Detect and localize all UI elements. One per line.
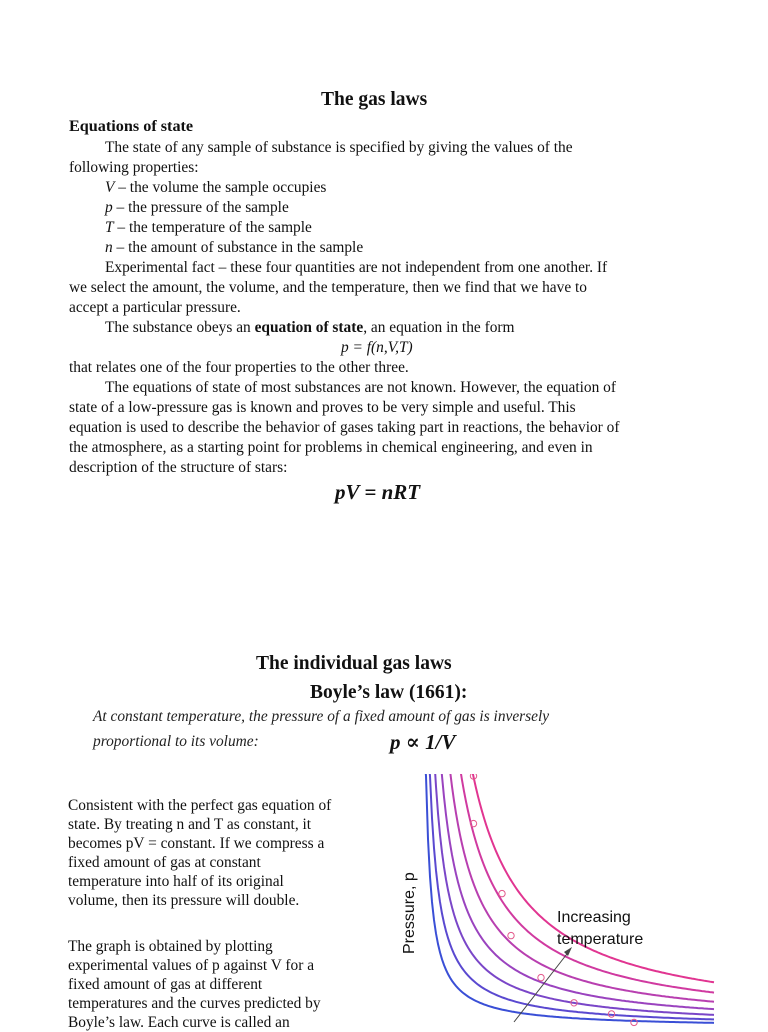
- intro-line-2: following properties:: [69, 159, 199, 176]
- symbol-v: V: [105, 179, 115, 196]
- property-text: – the temperature of the sample: [113, 219, 312, 236]
- known-line-2: state of a low-pressure gas is known and proves to be very simple and useful. This: [69, 399, 576, 416]
- obeys-post: , an equation in the form: [363, 319, 515, 336]
- equation-form: p = f(n,V,T): [341, 339, 413, 356]
- property-pressure: [105, 198, 289, 218]
- section-heading-equations-of-state: Equations of state: [69, 117, 194, 135]
- isotherm-curves: [424, 774, 714, 1023]
- boyle-statement-line-1: At constant temperature, the pressure of a fixed amount of gas is inversely: [93, 708, 550, 725]
- graph-para-line-3: fixed amount of gas at different: [68, 976, 263, 993]
- data-point: [538, 974, 544, 980]
- ideal-gas-equation: pV = nRT: [335, 480, 421, 504]
- boyle-para-line-1: Consistent with the perfect gas equation of: [68, 797, 332, 814]
- relates-line: that relates one of the four properties to the other three.: [69, 359, 409, 376]
- known-line-1: The equations of state of most substances are not known. However, the equation of: [105, 379, 616, 396]
- arrow-head: [564, 947, 572, 956]
- boyles-law-heading: Boyle’s law (1661):: [310, 682, 468, 703]
- property-temperature: [105, 218, 312, 238]
- graph-para-line-2: experimental values of p against V for a: [68, 957, 315, 974]
- annotation-line-2: temperature: [557, 931, 644, 948]
- property-amount: [105, 238, 363, 258]
- obeys-pre: The substance obeys an: [105, 319, 255, 336]
- property-text: – the amount of substance in the sample: [112, 239, 364, 256]
- property-text: – the volume the sample occupies: [114, 179, 327, 196]
- fact-line-1: Experimental fact – these four quantities are not independent from one another. If: [105, 259, 608, 276]
- fact-line-3: accept a particular pressure.: [69, 299, 241, 316]
- symbol-n: n: [105, 239, 113, 256]
- known-line-4: the atmosphere, as a starting point for problems in chemical engineering, and even in: [69, 439, 593, 456]
- boyle-isotherm-chart: [396, 774, 716, 1028]
- boyle-para-line-4: fixed amount of gas at constant: [68, 854, 261, 871]
- property-volume: [105, 178, 326, 198]
- page-title: The gas laws: [321, 89, 428, 110]
- graph-para-line-1: The graph is obtained by plotting: [68, 938, 273, 955]
- boyle-statement-line-2: proportional to its volume:: [93, 733, 259, 750]
- obeys-line: [105, 318, 515, 338]
- boyle-para-line-6: volume, then its pressure will double.: [68, 892, 300, 909]
- intro-line-1: The state of any sample of substance is specified by giving the values of the: [105, 139, 573, 156]
- graph-para-line-4: temperatures and the curves predicted by: [68, 995, 321, 1012]
- property-text: – the pressure of the sample: [112, 199, 289, 216]
- boyle-para-line-3: becomes pV = constant. If we compress a: [68, 835, 325, 852]
- graph-para-line-5: Boyle’s law. Each curve is called an: [68, 1014, 290, 1031]
- annotation-line-1: Increasing: [557, 909, 631, 926]
- y-axis-label: Pressure, p: [401, 872, 418, 954]
- symbol-p: p: [105, 199, 113, 216]
- boyle-para-line-5: temperature into half of its original: [68, 873, 284, 890]
- fact-line-2: we select the amount, the volume, and the temperature, then we find that we have to: [69, 279, 587, 296]
- boyle-proportion: p ∝ 1/V: [390, 730, 456, 754]
- known-line-5: description of the structure of stars:: [69, 459, 288, 476]
- known-line-3: equation is used to describe the behavior of gases taking part in reactions, the behavior of: [69, 419, 620, 436]
- boyle-para-line-2: state. By treating n and T as constant, it: [68, 816, 312, 833]
- data-point: [508, 932, 514, 938]
- isotherm-curve: [424, 774, 714, 993]
- obeys-bold: equation of state: [254, 319, 364, 336]
- symbol-t: T: [105, 219, 114, 236]
- section-heading-individual-gas-laws: The individual gas laws: [256, 653, 452, 674]
- data-point: [499, 890, 505, 896]
